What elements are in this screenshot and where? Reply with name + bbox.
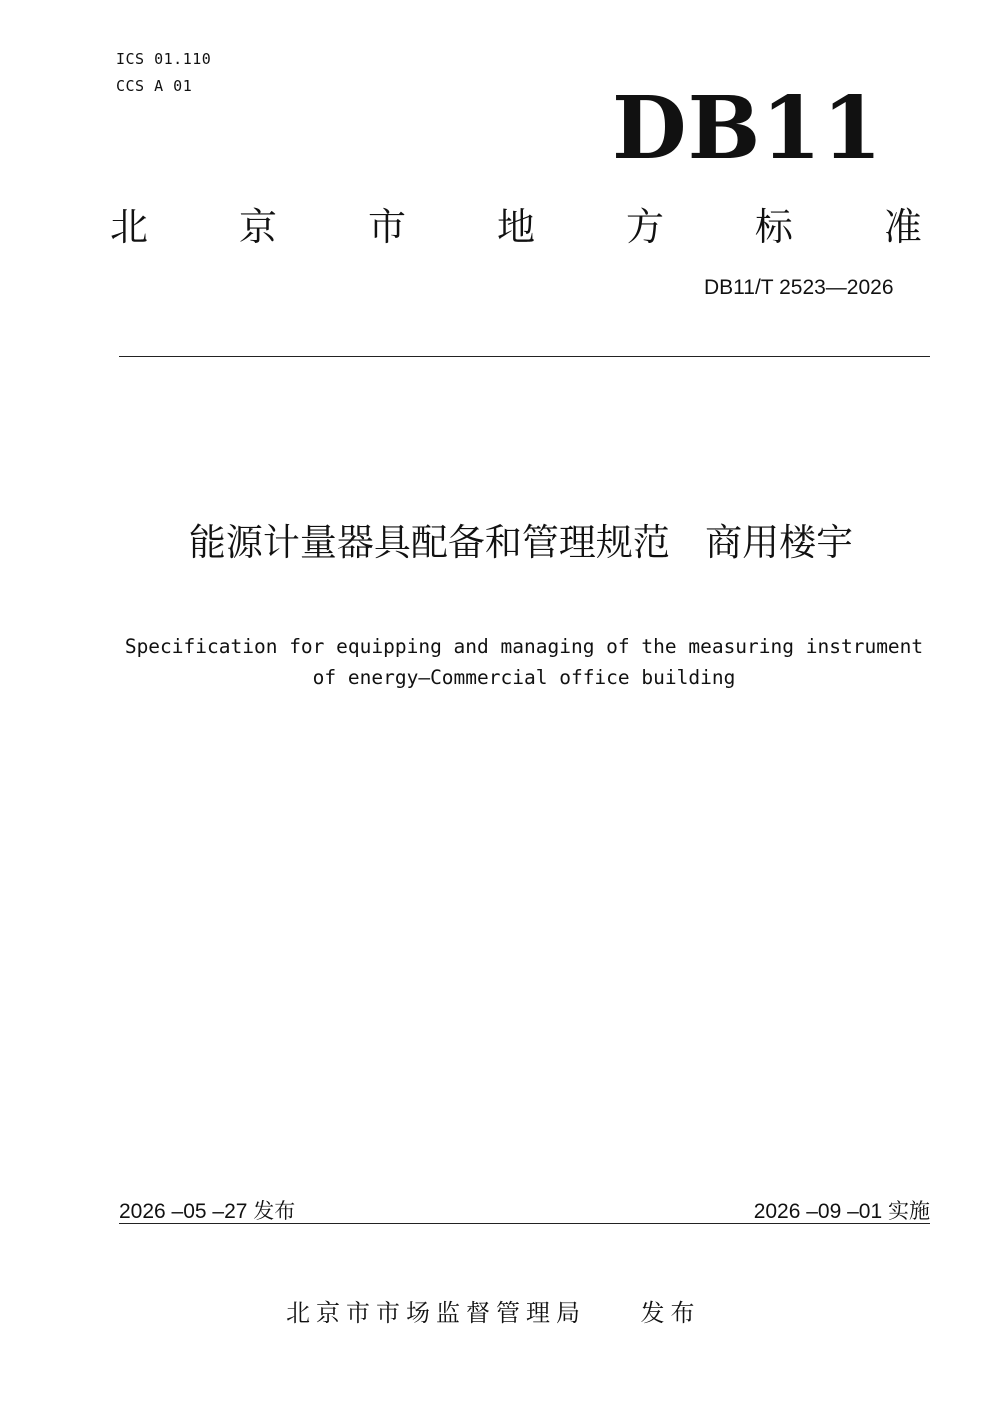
standard-number: DB11/T 2523—2026: [704, 276, 894, 299]
standard-type-char: 标: [754, 205, 793, 249]
bottom-divider: [119, 1223, 930, 1224]
issuing-authority: 北京市市场监督管理局 发布: [286, 1299, 701, 1327]
standard-type-char: 地: [496, 205, 535, 249]
standard-type-char: 京: [238, 205, 277, 249]
standard-type-heading: [110, 196, 922, 251]
standard-type-char: 方: [625, 205, 664, 249]
implement-date: 2026 –09 –01 实施: [753, 1200, 930, 1223]
english-title-line-1: Specification for equipping and managing of the measuring instrument: [124, 635, 924, 658]
standard-type-char: 市: [367, 205, 406, 249]
standard-type-char: 准: [883, 205, 922, 249]
english-title-line-2: of energy—Commercial office building: [312, 666, 736, 689]
publish-date: 2026 –05 –27 发布: [119, 1200, 296, 1223]
db11-logo: DB11: [612, 78, 883, 179]
ccs-code: CCS A 01: [116, 77, 193, 95]
ics-code: ICS 01.110: [116, 50, 212, 68]
chinese-title: 能源计量器具配备和管理规范 商用楼宇: [188, 521, 854, 564]
top-divider: [119, 356, 930, 357]
standard-type-char: 北: [110, 205, 149, 249]
